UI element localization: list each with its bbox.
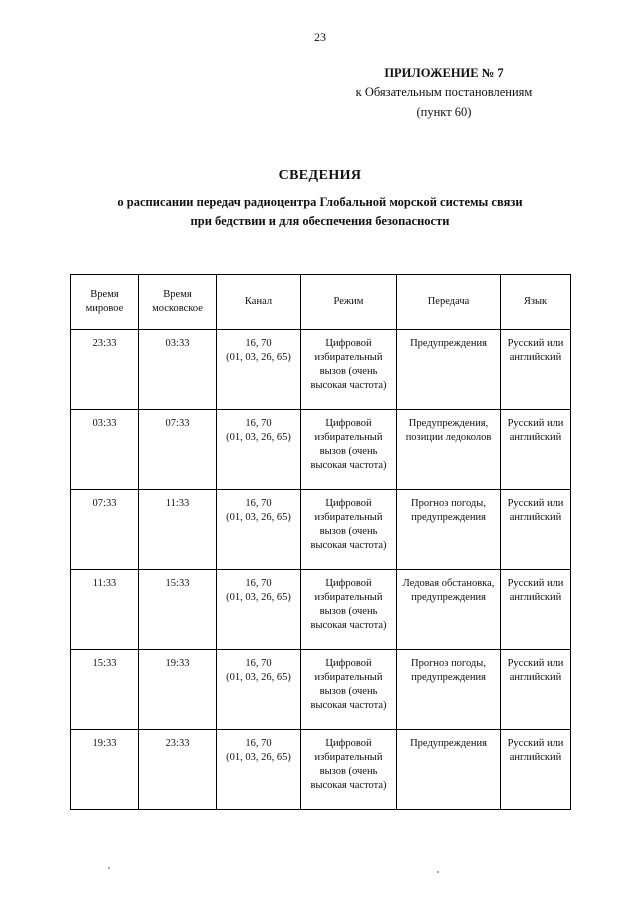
cell-transmission: Предупреждения (397, 730, 501, 810)
column-header-moscow-time: Время московское (139, 275, 217, 330)
table-row (71, 570, 571, 650)
cell-transmission: Ледовая обстановка, предупреждения (397, 570, 501, 650)
cell-utc-time: 15:33 (71, 650, 139, 730)
cell-transmission: Предупреждения, позиции ледоколов (397, 410, 501, 490)
cell-mode: Цифровой избирательный вызов (очень высокая частота) (301, 570, 397, 650)
cell-language: Русский или английский (501, 330, 571, 410)
appendix-clause: (пункт 60) (416, 104, 472, 119)
cell-utc-time: 03:33 (71, 410, 139, 490)
cell-language: Русский или английский (501, 650, 571, 730)
page-subtitle (0, 193, 640, 231)
cell-channel: 16, 70 (01, 03, 26, 65) (217, 650, 301, 730)
cell-language: Русский или английский (501, 410, 571, 490)
cell-mode: Цифровой избирательный вызов (очень высокая частота) (301, 730, 397, 810)
table-row (71, 730, 571, 810)
cell-language: Русский или английский (501, 570, 571, 650)
page-subtitle-line2: при бедствии и для обеспечения безопасности (190, 213, 450, 228)
appendix-reference: к Обязательным постановлениям (355, 85, 533, 100)
table-header-row (71, 275, 571, 330)
cell-mode: Цифровой избирательный вызов (очень высокая частота) (301, 330, 397, 410)
cell-language: Русский или английский (501, 490, 571, 570)
column-header-language: Язык (501, 275, 571, 330)
schedule-table-wrapper (70, 274, 570, 810)
cell-transmission: Предупреждения (397, 330, 501, 410)
cell-mode: Цифровой избирательный вызов (очень высокая частота) (301, 490, 397, 570)
document-title-block (0, 168, 640, 231)
cell-moscow-time: 03:33 (139, 330, 217, 410)
cell-utc-time: 07:33 (71, 490, 139, 570)
cell-language: Русский или английский (501, 730, 571, 810)
cell-mode: Цифровой избирательный вызов (очень высокая частота) (301, 650, 397, 730)
column-header-transmission: Передача (397, 275, 501, 330)
cell-moscow-time: 23:33 (139, 730, 217, 810)
cell-moscow-time: 07:33 (139, 410, 217, 490)
page-number: 23 (314, 30, 326, 44)
cell-utc-time: 23:33 (71, 330, 139, 410)
cell-transmission: Прогноз погоды, предупреждения (397, 650, 501, 730)
scan-speck-left (108, 867, 110, 869)
cell-channel: 16, 70 (01, 03, 26, 65) (217, 410, 301, 490)
schedule-table (70, 274, 571, 810)
column-header-channel: Канал (217, 275, 301, 330)
cell-moscow-time: 19:33 (139, 650, 217, 730)
table-row (71, 410, 571, 490)
schedule-table-body (71, 330, 571, 810)
cell-channel: 16, 70 (01, 03, 26, 65) (217, 330, 301, 410)
cell-transmission: Прогноз погоды, предупреждения (397, 490, 501, 570)
cell-mode: Цифровой избирательный вызов (очень высокая частота) (301, 410, 397, 490)
cell-moscow-time: 15:33 (139, 570, 217, 650)
cell-channel: 16, 70 (01, 03, 26, 65) (217, 730, 301, 810)
table-row (71, 490, 571, 570)
cell-utc-time: 19:33 (71, 730, 139, 810)
cell-utc-time: 11:33 (71, 570, 139, 650)
page-artifacts (0, 865, 640, 875)
appendix-title: ПРИЛОЖЕНИЕ № 7 (384, 66, 504, 80)
column-header-mode: Режим (301, 275, 397, 330)
cell-channel: 16, 70 (01, 03, 26, 65) (217, 570, 301, 650)
appendix-header (274, 64, 614, 122)
column-header-utc-time: Время мировое (71, 275, 139, 330)
scan-speck-right (437, 871, 439, 873)
table-row (71, 330, 571, 410)
table-row (71, 650, 571, 730)
cell-moscow-time: 11:33 (139, 490, 217, 570)
page-subtitle-line1: о расписании передач радиоцентра Глобальной морской системы связи (117, 195, 523, 209)
page-title: СВЕДЕНИЯ (278, 168, 362, 183)
cell-channel: 16, 70 (01, 03, 26, 65) (217, 490, 301, 570)
